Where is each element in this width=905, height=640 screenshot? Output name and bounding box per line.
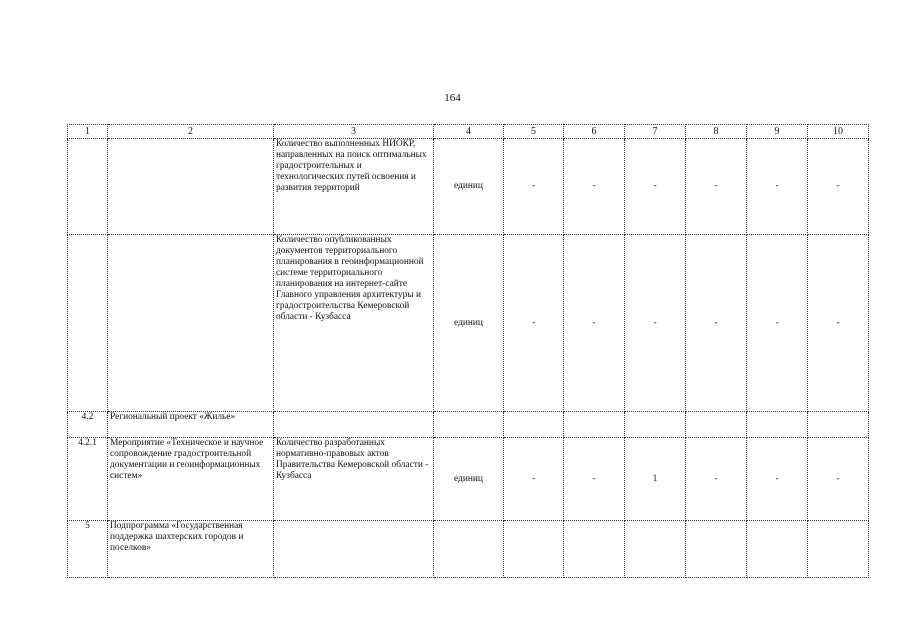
row-name <box>108 235 274 412</box>
row-value <box>686 521 747 578</box>
header-row <box>68 125 869 139</box>
row-value: - <box>564 235 625 412</box>
table-row <box>68 235 869 412</box>
column-header: 2 <box>108 125 274 139</box>
column-header: 4 <box>434 125 504 139</box>
row-value: - <box>747 235 808 412</box>
row-name: Региональный проект «Жилье» <box>108 412 274 438</box>
row-indicator <box>274 521 434 578</box>
row-value <box>564 521 625 578</box>
row-name <box>108 139 274 235</box>
column-header: 8 <box>686 125 747 139</box>
row-value: - <box>686 438 747 521</box>
column-header: 10 <box>808 125 869 139</box>
row-number <box>68 235 108 412</box>
row-value <box>564 412 625 438</box>
row-value: - <box>504 139 564 235</box>
row-indicator: Количество выполненных НИОКР, направленных на поиск оптимальных градостроительных и технологических путей освоения и развития территорий <box>274 139 434 235</box>
row-value: - <box>625 139 686 235</box>
row-value: - <box>564 139 625 235</box>
row-name: Мероприятие «Техническое и научное сопровождение градостроительной документации и геоинформационных систем» <box>108 438 274 521</box>
row-number: 5 <box>68 521 108 578</box>
column-header: 6 <box>564 125 625 139</box>
row-unit <box>434 521 504 578</box>
row-indicator: Количество опубликованных документов территориального планирования в геоинформационной системе территориального планирования на интернет-сайте Главного управления архитектуры и градостроительства Кемеровской области - Кузбасса <box>274 235 434 412</box>
row-value <box>808 412 869 438</box>
row-value <box>686 412 747 438</box>
row-value <box>625 521 686 578</box>
column-header: 9 <box>747 125 808 139</box>
row-unit: единиц <box>434 139 504 235</box>
row-number: 4.2.1 <box>68 438 108 521</box>
row-value: - <box>504 235 564 412</box>
row-value <box>747 412 808 438</box>
column-header: 5 <box>504 125 564 139</box>
indicators-table <box>67 124 869 578</box>
row-value: - <box>564 438 625 521</box>
row-number: 4.2 <box>68 412 108 438</box>
row-value: - <box>808 235 869 412</box>
row-value: - <box>686 235 747 412</box>
column-header: 7 <box>625 125 686 139</box>
column-header: 1 <box>68 125 108 139</box>
row-indicator <box>274 412 434 438</box>
row-value <box>747 521 808 578</box>
row-value <box>504 412 564 438</box>
row-unit: единиц <box>434 438 504 521</box>
row-value <box>625 412 686 438</box>
row-value: - <box>747 139 808 235</box>
row-value: - <box>747 438 808 521</box>
row-value <box>808 521 869 578</box>
row-unit <box>434 412 504 438</box>
table-row <box>68 438 869 521</box>
row-name: Подпрограмма «Государственная поддержка шахтерских городов и поселков» <box>108 521 274 578</box>
row-value: - <box>808 438 869 521</box>
table-row <box>68 521 869 578</box>
row-value <box>504 521 564 578</box>
row-value: 1 <box>625 438 686 521</box>
row-indicator: Количество разработанных нормативно-правовых актов Правительства Кемеровской области - Кузбасса <box>274 438 434 521</box>
table-row <box>68 139 869 235</box>
column-header: 3 <box>274 125 434 139</box>
page-number: 164 <box>444 92 461 104</box>
table-row <box>68 412 869 438</box>
row-value: - <box>686 139 747 235</box>
row-number <box>68 139 108 235</box>
row-value: - <box>808 139 869 235</box>
row-unit: единиц <box>434 235 504 412</box>
row-value: - <box>625 235 686 412</box>
row-value: - <box>504 438 564 521</box>
